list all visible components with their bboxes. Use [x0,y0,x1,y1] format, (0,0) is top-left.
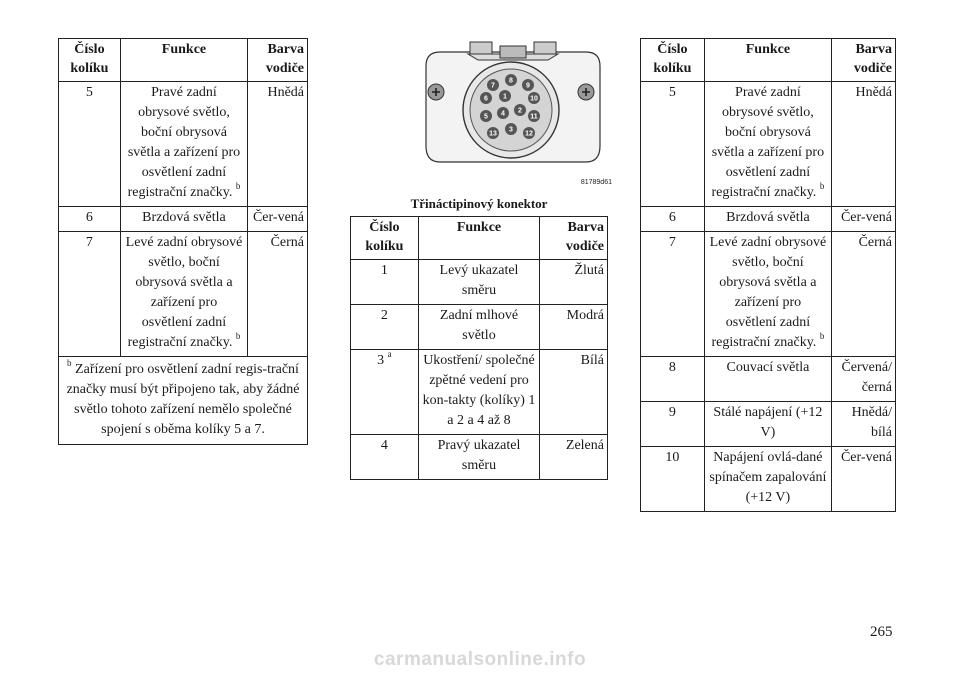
pin-number: 9 [641,402,705,447]
table-row [351,435,608,480]
wire-color: Žlutá [540,260,608,305]
svg-text:10: 10 [530,95,538,103]
header-pin: Číslo kolíku [351,217,419,260]
pin-8-icon [505,74,517,86]
pin-number: 1 [351,260,419,305]
pin-number: 4 [351,435,419,480]
svg-text:12: 12 [525,130,533,138]
svg-text:2: 2 [518,107,522,115]
pin-5-icon [480,110,492,122]
table-row [641,207,896,232]
table-row [59,82,308,207]
table-row [351,260,608,305]
header-pin: Číslo kolíku [59,39,121,82]
svg-text:11: 11 [530,113,538,121]
plus-screw-icon-left [428,84,444,100]
pin-number: 5 [59,82,121,207]
pin-number: 2 [351,305,419,350]
pin-1-icon [499,90,511,102]
pin-function: Pravé zadní obrysové světlo, boční obrysová světla a zařízení pro osvětlení zadní registrační značky. $^b$ [704,82,831,207]
header-color: Barva vodiče [832,39,896,82]
wire-color: Černá [248,232,308,357]
pin-function: Zadní mlhové světlo [418,305,539,350]
svg-text:13: 13 [489,130,497,138]
svg-text:5: 5 [484,113,488,121]
pin-function: Stálé napájení (+12 V) [704,402,831,447]
table-row [641,82,896,207]
pin-function: Napájení ovlá-dané spínačem zapalování (+12 V) [704,447,831,512]
pin-number: 7 [59,232,121,357]
svg-text:8: 8 [509,77,513,85]
pin-function: Pravý ukazatel směru [418,435,539,480]
pin-function: Levé zadní obrysové světlo, boční obrysová světla a zařízení pro osvětlení zadní registrační značky. $^b$ [120,232,247,357]
table-row [641,402,896,447]
pin-number: 8 [641,357,705,402]
wire-color: Čer-vená [248,207,308,232]
wire-color: Bílá [540,350,608,435]
table-row [641,447,896,512]
table-footnote: $^b$ Zařízení pro osvětlení zadní regis-trační značky musí být připojeno tak, aby žádné světlo tohoto zařízení nemělo společné spojení s oběma kolíky 5 a 7. [59,357,308,445]
table-header-row [351,217,608,260]
header-function: Funkce [120,39,247,82]
table-row [59,207,308,232]
pin-3-icon [505,123,517,135]
plus-screw-icon-right [578,84,594,100]
pin-number: 10 [641,447,705,512]
pin-function: Levé zadní obrysové světlo, boční obrysová světla a zařízení pro osvětlení zadní registrační značky. $^b$ [704,232,831,357]
header-color: Barva vodiče [248,39,308,82]
pin-10-icon [528,92,540,104]
header-function: Funkce [418,217,539,260]
table-row [641,357,896,402]
svg-text:7: 7 [491,82,495,90]
connector-figure [408,38,618,188]
pin-7-icon [487,79,499,91]
pin-number: 3 $^a$ [351,350,419,435]
pin-function: Ukostření/ společné zpětné vedení pro kon-takty (kolíky) 1 a 2 a 4 až 8 [418,350,539,435]
header-color: Barva vodiče [540,217,608,260]
pin-13-icon [487,127,499,139]
header-function: Funkce [704,39,831,82]
page-number: 265 [870,624,893,640]
wire-color: Čer-vená [832,447,896,512]
pin-6-icon [480,92,492,104]
pin-12-icon [523,127,535,139]
figure-caption: Třináctipinový konektor [410,196,548,211]
left-pin-table [58,38,308,445]
table-header-row [59,39,308,82]
right-pin-table [640,38,896,512]
table-footnote-row [59,357,308,445]
middle-pin-table [350,216,608,480]
wire-color: Hnědá [248,82,308,207]
table-header-row [641,39,896,82]
svg-text:9: 9 [526,82,530,90]
pin-function: Pravé zadní obrysové světlo, boční obrysová světla a zařízení pro osvětlení zadní registrační značky. $^b$ [120,82,247,207]
pin-function: Brzdová světla [120,207,247,232]
pin-9-icon [522,79,534,91]
wire-color: Hnědá/ bílá [832,402,896,447]
wire-color: Černá [832,232,896,357]
pin-number: 7 [641,232,705,357]
pin-function: Couvací světla [704,357,831,402]
pin-number: 6 [641,207,705,232]
svg-text:4: 4 [501,110,505,118]
header-pin: Číslo kolíku [641,39,705,82]
table-row [351,350,608,435]
figure-code: 81789d61 [580,179,612,186]
wire-color: Hnědá [832,82,896,207]
pin-11-icon [528,110,540,122]
table-row [351,305,608,350]
pin-number: 6 [59,207,121,232]
pin-number: 5 [641,82,705,207]
pin-function: Brzdová světla [704,207,831,232]
wire-color: Zelená [540,435,608,480]
svg-text:6: 6 [484,95,488,103]
table-row [59,232,308,357]
pin-2-icon [514,104,526,116]
wire-color: Čer-vená [832,207,896,232]
wire-color: Červená/ černá [832,357,896,402]
svg-text:3: 3 [509,126,513,134]
table-row [641,232,896,357]
wire-color: Modrá [540,305,608,350]
svg-text:1: 1 [503,93,507,101]
pin-4-icon [497,107,509,119]
thirteen-pin-connector-illustration [408,38,618,188]
pin-function: Levý ukazatel směru [418,260,539,305]
watermark: carmanualsonline.info [373,649,587,670]
